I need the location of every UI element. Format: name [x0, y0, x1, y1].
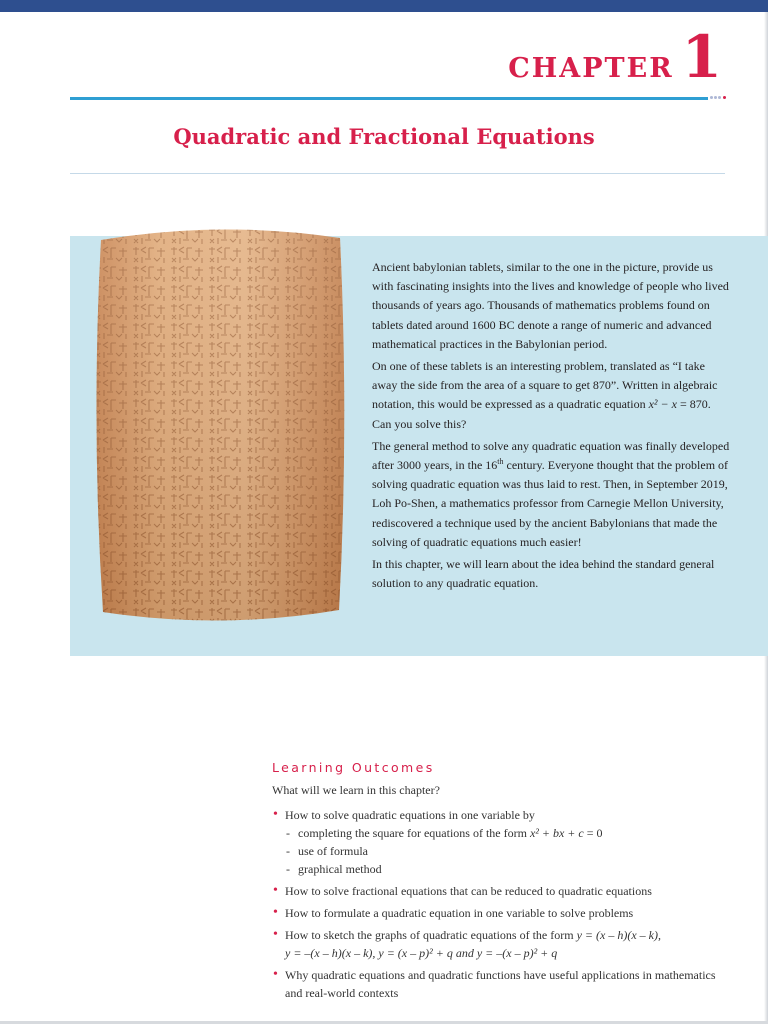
chapter-label: [508, 23, 722, 91]
rule-dots: [710, 96, 730, 101]
chapter-title: Quadratic and Fractional Equations: [173, 124, 595, 149]
intro-paragraph-1: Ancient babylonian tablets, similar to the one in the picture, provide us with fascinating insights into the lives and knowledge of people who lived thousands of years ago. Thousands of mathematics problems found on tablets dated around 1600 BC denote a range of numeric and advanced mathematical practices in the Babylonian period.: [372, 260, 729, 351]
chapter-number: 1: [681, 23, 722, 91]
sub-list-item: - use of formula: [286, 844, 368, 858]
cuneiform-tablet-image: [93, 226, 348, 624]
bullet-icon: •: [273, 967, 278, 982]
list-item: • How to sketch the graphs of quadratic equations of the form y = (x – h)(x – k), y = –(x – h)(x – k), y = (x – p)² + q and y = –(x – p)² + q: [273, 927, 661, 960]
chapter-rule: [70, 97, 708, 100]
bullet-icon: •: [273, 927, 278, 942]
list-item: • Why quadratic equations and quadratic functions have useful applications in mathematics and real-world contexts: [273, 967, 716, 1000]
learning-outcomes-list: [272, 806, 732, 1006]
bullet-icon: •: [273, 807, 278, 822]
intro-paragraph-3: The general method to solve any quadratic equation was finally developed after 3000 years, in the 16th century. Everyone thought that the problem of solving quadratic equation was thus laid to rest. Then, in September 2019, Loh Po-Shen, a mathematics professor from Carnegie Mellon University, rediscovered a technique used by the ancient Babylonians that made the solving of quadratic equations much easier!: [372, 438, 730, 549]
bullet-icon: •: [273, 905, 278, 920]
sub-list-item: - graphical method: [286, 862, 382, 876]
list-item: • How to solve quadratic equations in one variable by - completing the square for equations of the form x² + bx + c = 0 - use of formula - graphical method: [272, 806, 732, 878]
learning-outcomes-heading: Learning Outcomes: [272, 760, 435, 775]
intro-paragraph-2: On one of these tablets is an interesting problem, translated as “I take away the side from the area of a square to get 870”. Written in algebraic notation, this would be expressed as a quadratic equation x² − x = 870. Can you solve this?: [372, 359, 718, 431]
sub-list-item: - completing the square for equations of the form x² + bx + c = 0: [286, 826, 603, 840]
top-bar: [0, 0, 768, 12]
title-rule: [70, 173, 725, 174]
learning-outcomes-question: What will we learn in this chapter?: [272, 783, 440, 797]
chapter-word: CHAPTER: [508, 53, 674, 84]
list-item: • How to solve fractional equations that can be reduced to quadratic equations: [273, 883, 652, 898]
list-item: • How to formulate a quadratic equation in one variable to solve problems: [273, 905, 634, 920]
bullet-icon: •: [273, 883, 278, 898]
intro-text: [372, 258, 732, 596]
intro-paragraph-4: In this chapter, we will learn about the idea behind the standard general solution to any quadratic equation.: [372, 557, 715, 591]
